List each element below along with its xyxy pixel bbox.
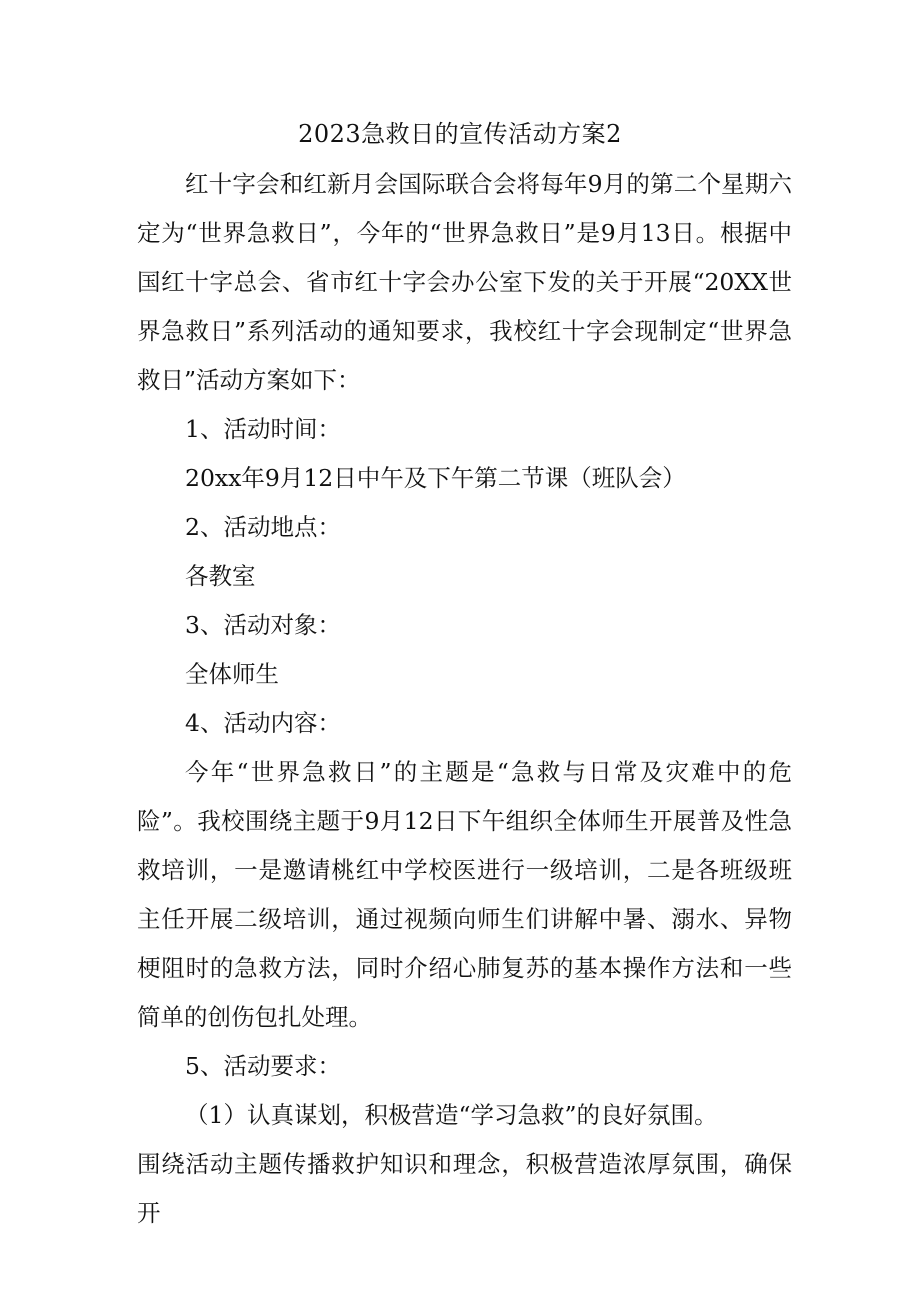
section-2-content: 各教室: [185, 562, 256, 590]
section-1-content: 20xx年9月12日中午及下午第二节课（班队会）: [185, 464, 686, 492]
section-3-content: 全体师生: [185, 660, 279, 688]
requirement-1-text: 围绕活动主题传播救护知识和理念，积极营造浓厚氛围，确保开: [137, 1150, 792, 1227]
intro-paragraph: 红十字会和红新月会国际联合会将每年9月的第二个星期六定为“世界急救日”，今年的“世界急救日”是9月13日。根据中国红十字总会、省市红十字会办公室下发的关于开展“20XX世界急救日”系列活动的通知要求，我校红十字会现制定“世界急救日”活动方案如下：: [137, 170, 792, 394]
section-2-heading: 2、活动地点：: [185, 513, 341, 541]
section-1-heading: 1、活动时间：: [185, 415, 341, 443]
page-title: 2023急救日的宣传活动方案2: [298, 120, 622, 148]
requirement-1-heading: （1）认真谋划，积极营造“学习急救”的良好氛围。: [185, 1101, 718, 1129]
section-3-heading: 3、活动对象：: [185, 611, 341, 639]
section-4-heading: 4、活动内容：: [185, 709, 341, 737]
document-body: [137, 160, 792, 1238]
section-4-content: 今年“世界急救日”的主题是“急救与日常及灾难中的危险”。我校围绕主题于9月12日下午组织全体师生开展普及性急救培训，一是邀请桃红中学校医进行一级培训，二是各班级班主任开展二级培训，通过视频向师生们讲解中暑、溺水、异物梗阻时的急救方法，同时介绍心肺复苏的基本操作方法和一些简单的创伤包扎处理。: [137, 758, 792, 1031]
section-5-heading: 5、活动要求：: [185, 1052, 341, 1080]
